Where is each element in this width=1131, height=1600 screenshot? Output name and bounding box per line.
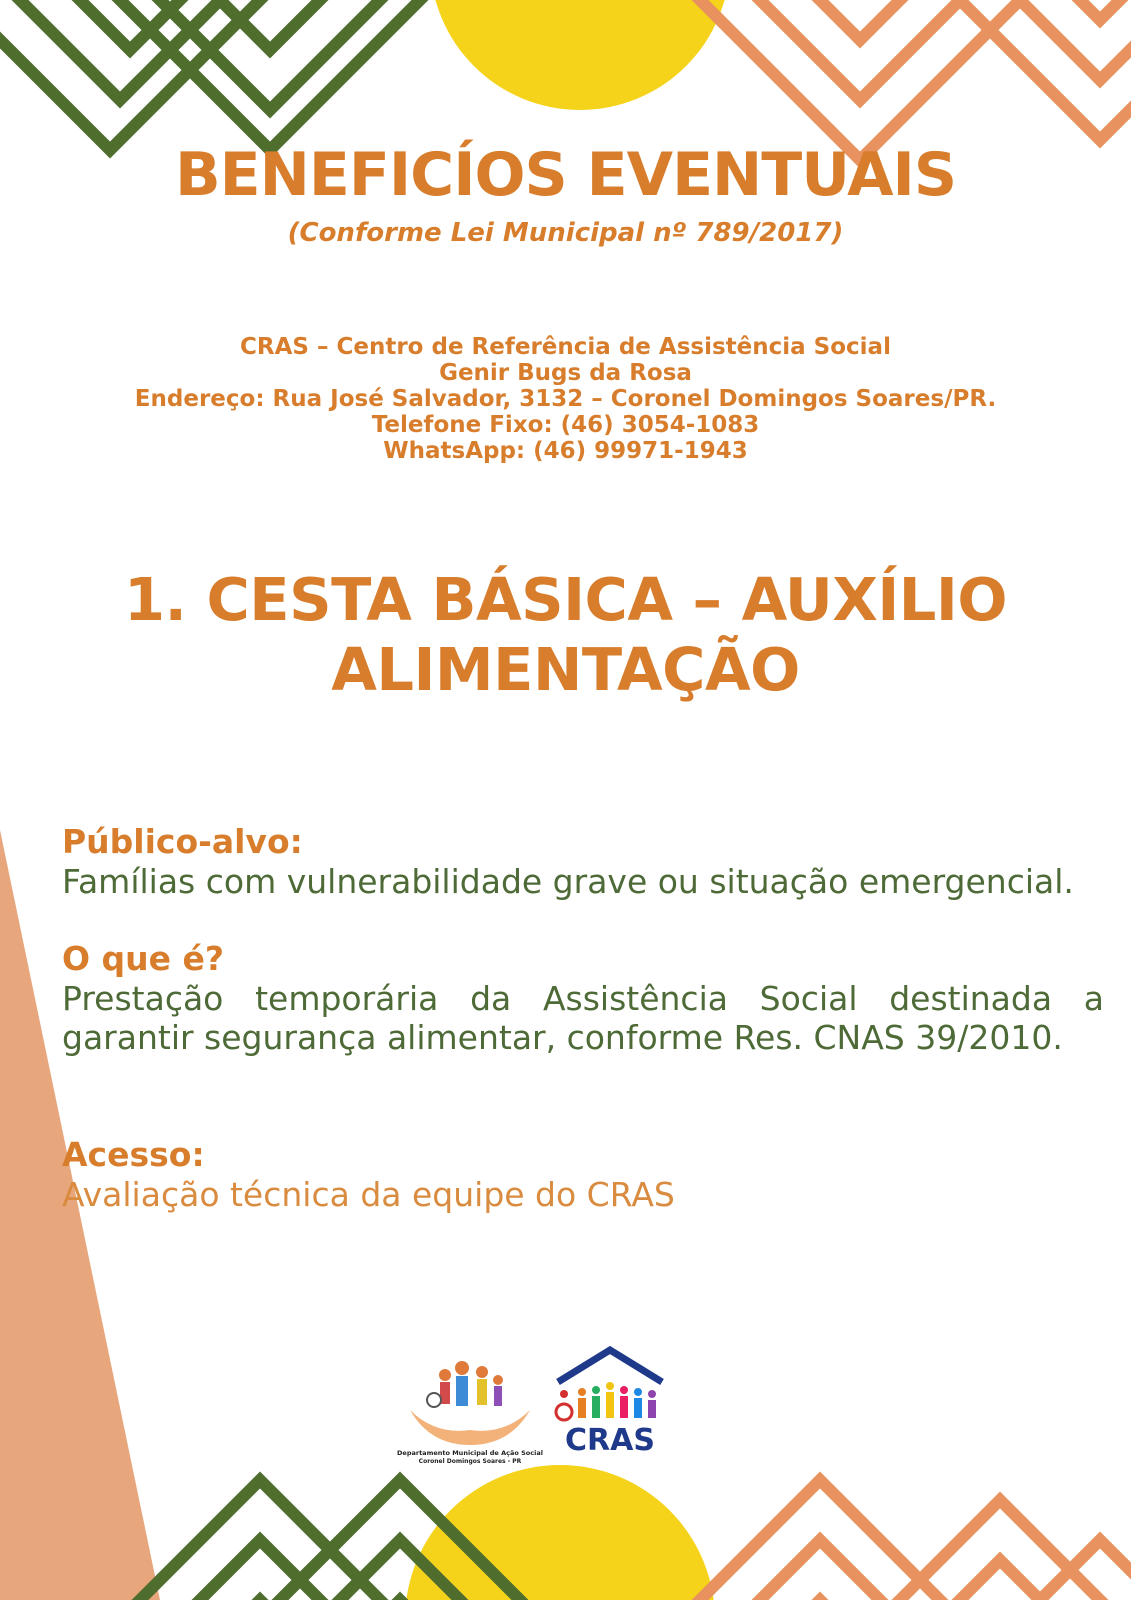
contact-line-address: Endereço: Rua José Salvador, 3132 – Coronel Domingos Soares/PR. <box>134 386 997 412</box>
bottom-right-salmon-chevrons <box>660 1480 1131 1600</box>
contact-info <box>0 334 1131 464</box>
section-title <box>40 565 1091 705</box>
top-yellow-circle <box>430 0 730 110</box>
acesso-text: Avaliação técnica da equipe do CRAS <box>62 1175 675 1214</box>
contact-line-whatsapp: WhatsApp: (46) 99971-1943 <box>383 438 748 464</box>
cras-logo-text: CRAS <box>565 1423 655 1458</box>
top-right-salmon-chevrons <box>660 0 1131 160</box>
contact-line-name: Genir Bugs da Rosa <box>439 360 692 386</box>
section-title-line2: ALIMENTAÇÃO <box>331 635 800 704</box>
page-subtitle: (Conforme Lei Municipal nº 789/2017) <box>287 218 844 248</box>
oque-label: O que é? <box>62 939 225 978</box>
cras-logo <box>550 1346 670 1466</box>
oque-text: Prestação temporária da Assistência Social destinada a garantir segurança alimentar, conforme Res. CNAS 39/2010. <box>62 979 1104 1057</box>
page-title: BENEFICÍOS EVENTUAIS <box>174 140 957 210</box>
top-left-green-chevrons <box>0 0 460 150</box>
acesso-block <box>62 1135 1104 1214</box>
contact-line-phone: Telefone Fixo: (46) 3054-1083 <box>371 412 760 438</box>
publico-block <box>62 822 1104 901</box>
publico-text: Famílias com vulnerabilidade grave ou situação emergencial. <box>62 862 1074 901</box>
footer-logos <box>390 1350 680 1470</box>
oque-block <box>62 939 1104 1057</box>
contact-line-org: CRAS – Centro de Referência de Assistência Social <box>240 334 891 360</box>
publico-label: Público-alvo: <box>62 822 303 861</box>
department-logo <box>390 1350 550 1470</box>
department-logo-line2: Coronel Domingos Soares - PR <box>418 1458 522 1465</box>
section-title-line1: 1. CESTA BÁSICA – AUXÍLIO <box>124 565 1007 634</box>
department-logo-line1: Departamento Municipal de Ação Social <box>397 1449 543 1457</box>
acesso-label: Acesso: <box>62 1135 205 1174</box>
